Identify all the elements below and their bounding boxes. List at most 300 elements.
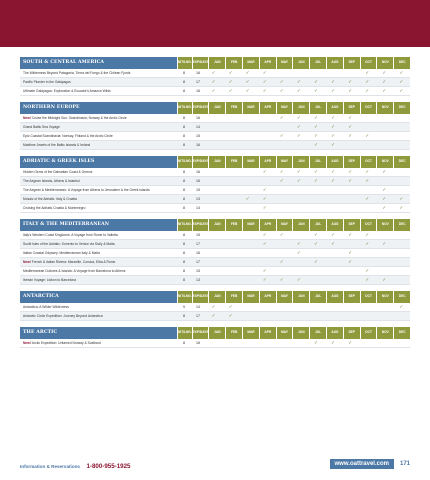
month-check-icon: ✓ — [382, 88, 387, 93]
column-header: OCT — [360, 219, 377, 231]
trip-title: Cruising the Adriatic Croatia & Montenegro — [23, 206, 86, 210]
column-header: NIT/LNG. — [177, 291, 192, 303]
month-check-icon: ✓ — [297, 241, 301, 246]
month-check-icon: ✓ — [314, 178, 318, 183]
month-check-icon: ✓ — [314, 232, 318, 237]
month-check-icon: ✓ — [297, 178, 301, 183]
section-header — [20, 102, 410, 114]
nights-value: 8 — [183, 116, 185, 120]
month-check-icon: ✓ — [331, 178, 336, 183]
trip-title: Antarctica: A Wilder Wilderness — [23, 305, 69, 309]
trip-name[interactable] — [20, 125, 177, 129]
column-header: DEC — [393, 219, 410, 231]
column-header: NIT/LNG. — [177, 102, 192, 114]
nights-value: 8 — [183, 125, 185, 129]
trip-name[interactable] — [20, 233, 177, 237]
month-check-icon: ✓ — [331, 88, 336, 93]
trip-title: Iberian Voyage: Lisbon to Barcelona — [23, 278, 76, 282]
month-check-icon: ✓ — [297, 277, 301, 282]
month-check-icon: ✓ — [314, 124, 318, 129]
month-check-icon: ✓ — [245, 70, 250, 75]
column-header: SEP — [343, 219, 360, 231]
days-value: 16 — [196, 116, 200, 120]
month-check-icon: ✓ — [314, 169, 318, 174]
month-check-icon: ✓ — [348, 232, 353, 237]
column-header: JAN — [208, 156, 225, 168]
section-header — [20, 156, 410, 168]
column-header: MAY — [276, 102, 293, 114]
section-title: THE ARCTIC — [20, 327, 177, 339]
new-badge: New! — [23, 260, 32, 264]
schedule-section — [20, 102, 410, 150]
month-check-icon: ✓ — [348, 124, 353, 129]
month-check-icon: ✓ — [262, 88, 267, 93]
days-value: 14 — [196, 206, 200, 210]
month-check-icon: ✓ — [262, 196, 267, 201]
trip-name[interactable] — [20, 278, 177, 282]
column-header: APR — [259, 291, 276, 303]
month-check-icon: ✓ — [331, 169, 336, 174]
column-header: MAY — [276, 156, 293, 168]
column-header: FEB — [225, 219, 242, 231]
trip-row[interactable] — [20, 141, 410, 150]
nights-value: 8 — [183, 341, 185, 345]
column-header: AUG — [326, 57, 343, 69]
column-header: SEP — [343, 291, 360, 303]
trip-name[interactable] — [20, 116, 177, 120]
trip-name[interactable] — [20, 80, 177, 84]
column-header: DEC — [393, 291, 410, 303]
month-check-icon: ✓ — [365, 178, 370, 183]
month-check-icon: ✓ — [297, 115, 301, 120]
month-check-icon: ✓ — [382, 187, 387, 192]
trip-title: The Aegean Islands, Athens & Istanbul — [23, 179, 80, 183]
month-check-icon: ✓ — [228, 79, 233, 84]
column-header: SEP — [343, 102, 360, 114]
nights-value: 8 — [183, 134, 185, 138]
days-value: 16 — [196, 170, 200, 174]
month-check-icon: ✓ — [365, 133, 370, 138]
column-header: FEB — [225, 102, 242, 114]
month-check-icon: ✓ — [314, 133, 318, 138]
month-check-icon: ✓ — [245, 88, 250, 93]
month-check-icon: ✓ — [279, 232, 284, 237]
month-check-icon: ✓ — [279, 79, 284, 84]
month-check-icon: ✓ — [228, 313, 233, 318]
month-check-icon: ✓ — [365, 196, 370, 201]
section-title: ADRIATIC & GREEK ISLES — [20, 156, 177, 168]
trip-name[interactable] — [20, 251, 177, 255]
month-check-icon: ✓ — [262, 277, 267, 282]
column-header: NIT/LNG. — [177, 156, 192, 168]
month-check-icon: ✓ — [399, 304, 404, 309]
column-header: JUN — [292, 57, 309, 69]
trip-title: Sunlit Isles of the Adriatic: Sorrento to Venice via Sicily & Malta — [23, 242, 115, 246]
trip-row[interactable] — [20, 177, 410, 186]
column-header: AUG — [326, 156, 343, 168]
month-check-icon: ✓ — [399, 196, 404, 201]
nights-value: 8 — [183, 89, 185, 93]
month-check-icon: ✓ — [297, 133, 301, 138]
trip-title: Cruise the Midnight Sun: Scandinavia, Norway & the Arctic Circle — [31, 116, 127, 120]
days-value: 16 — [196, 251, 200, 255]
column-header: OCT — [360, 156, 377, 168]
column-header: APR — [259, 102, 276, 114]
month-check-icon: ✓ — [382, 277, 387, 282]
trip-row[interactable] — [20, 87, 410, 96]
month-check-icon: ✓ — [348, 250, 353, 255]
month-check-icon: ✓ — [314, 115, 318, 120]
column-header: OCT — [360, 102, 377, 114]
column-header: EXP/DAYS — [192, 219, 209, 231]
month-check-icon: ✓ — [331, 79, 336, 84]
month-check-icon: ✓ — [211, 70, 216, 75]
trip-row[interactable] — [20, 114, 410, 123]
month-check-icon: ✓ — [399, 205, 404, 210]
month-check-icon: ✓ — [211, 304, 216, 309]
month-check-icon: ✓ — [399, 79, 404, 84]
days-value: 17 — [196, 80, 200, 84]
trip-name[interactable] — [20, 341, 177, 345]
trip-name[interactable] — [20, 197, 177, 201]
month-check-icon: ✓ — [348, 259, 353, 264]
nights-value: 8 — [183, 179, 185, 183]
column-header: MAR — [242, 156, 259, 168]
month-check-icon: ✓ — [382, 70, 387, 75]
footer-phone[interactable]: 1-800-955-1925 — [86, 463, 131, 470]
trip-row[interactable] — [20, 78, 410, 87]
section-title: NORTHERN EUROPE — [20, 102, 177, 114]
column-header: JUN — [292, 219, 309, 231]
trip-name[interactable] — [20, 269, 177, 273]
month-check-icon: ✓ — [228, 304, 233, 309]
month-check-icon: ✓ — [331, 142, 336, 147]
trip-row[interactable] — [20, 249, 410, 258]
month-check-icon: ✓ — [314, 79, 318, 84]
new-badge: New! — [23, 341, 32, 345]
month-check-icon: ✓ — [279, 178, 284, 183]
trip-title: Epic Coastal Scandinavia: Norway, Finland & the Arctic Circle — [23, 134, 113, 138]
month-check-icon: ✓ — [331, 124, 336, 129]
nights-value: 8 — [183, 242, 185, 246]
month-check-icon: ✓ — [297, 250, 301, 255]
column-header: EXP/DAYS — [192, 102, 209, 114]
month-check-icon: ✓ — [262, 268, 267, 273]
month-check-icon: ✓ — [365, 70, 370, 75]
trip-row[interactable] — [20, 231, 410, 240]
trip-row[interactable] — [20, 204, 410, 213]
column-header: JAN — [208, 327, 225, 339]
trip-title: Italy's Western Coast Kingdoms: A Voyage from Rome to Valletta — [23, 233, 118, 237]
trip-name[interactable] — [20, 89, 177, 93]
footer-url[interactable]: www.oattravel.com — [330, 459, 394, 469]
column-header: JUL — [309, 57, 326, 69]
schedule-section — [20, 57, 410, 96]
trip-title: Arctic Expedition: Untamed Norway & Svalbard — [31, 341, 101, 345]
month-check-icon: ✓ — [262, 169, 267, 174]
column-header: MAY — [276, 219, 293, 231]
column-header: JAN — [208, 219, 225, 231]
month-check-icon: ✓ — [262, 205, 267, 210]
month-check-icon: ✓ — [365, 277, 370, 282]
month-check-icon: ✓ — [211, 88, 216, 93]
page-number: 171 — [399, 461, 410, 467]
column-header: DEC — [393, 156, 410, 168]
month-check-icon: ✓ — [365, 268, 370, 273]
days-value: 14 — [196, 305, 200, 309]
days-value: 13 — [196, 197, 200, 201]
trip-title: Mosaic of the Adriatic: Italy & Croatia — [23, 197, 77, 201]
column-header: EXP/DAYS — [192, 291, 209, 303]
month-check-icon: ✓ — [382, 169, 387, 174]
days-value: 14 — [196, 125, 200, 129]
nights-value: 8 — [183, 314, 185, 318]
column-header: MAR — [242, 57, 259, 69]
column-header: MAY — [276, 327, 293, 339]
trip-name[interactable] — [20, 260, 177, 264]
nights-value: 8 — [183, 80, 185, 84]
days-value: 16 — [196, 179, 200, 183]
trip-row[interactable] — [20, 276, 410, 285]
column-header: MAR — [242, 327, 259, 339]
month-check-icon: ✓ — [348, 169, 353, 174]
nights-value: 8 — [183, 278, 185, 282]
column-header: JUN — [292, 327, 309, 339]
month-check-icon: ✓ — [228, 70, 233, 75]
column-header: JUL — [309, 102, 326, 114]
trip-name[interactable] — [20, 314, 177, 318]
nights-value: 8 — [183, 197, 185, 201]
column-header: OCT — [360, 291, 377, 303]
column-header: NIT/LNG. — [177, 327, 192, 339]
month-check-icon: ✓ — [399, 70, 404, 75]
month-check-icon: ✓ — [262, 241, 267, 246]
column-header: OCT — [360, 57, 377, 69]
month-check-icon: ✓ — [262, 70, 267, 75]
footer-label: Information & Reservations — [20, 464, 80, 469]
trip-name[interactable] — [20, 179, 177, 183]
nights-value: 8 — [183, 188, 185, 192]
section-title: SOUTH & CENTRAL AMERICA — [20, 57, 177, 69]
section-header — [20, 291, 410, 303]
column-header: AUG — [326, 102, 343, 114]
month-check-icon: ✓ — [262, 232, 267, 237]
column-header: JAN — [208, 291, 225, 303]
month-check-icon: ✓ — [314, 142, 318, 147]
section-title: ITALY & THE MEDITERRANEAN — [20, 219, 177, 231]
column-header: AUG — [326, 327, 343, 339]
column-header: MAY — [276, 291, 293, 303]
month-check-icon: ✓ — [245, 79, 250, 84]
trip-row[interactable] — [20, 312, 410, 321]
column-header: DEC — [393, 102, 410, 114]
nights-value: 8 — [183, 269, 185, 273]
trip-title: Mediterranean Cultures & Islands: A Voyage from Barcelona to Athens — [23, 269, 126, 273]
column-header: SEP — [343, 156, 360, 168]
month-check-icon: ✓ — [279, 133, 284, 138]
column-header: FEB — [225, 327, 242, 339]
trip-title: The Wilderness Beyond Patagonia, Tierra del Fuego & the Chilean Fjords — [23, 71, 131, 75]
column-header: NIT/LNG. — [177, 57, 192, 69]
days-value: 17 — [196, 314, 200, 318]
month-check-icon: ✓ — [279, 88, 284, 93]
column-header: NOV — [376, 102, 393, 114]
month-check-icon: ✓ — [279, 169, 284, 174]
trip-schedule-tables — [20, 57, 410, 354]
trip-row[interactable] — [20, 132, 410, 141]
footer-right — [330, 459, 410, 469]
trip-row[interactable] — [20, 123, 410, 132]
trip-row[interactable] — [20, 303, 410, 312]
month-check-icon: ✓ — [279, 115, 284, 120]
days-value: 16 — [196, 143, 200, 147]
column-header: MAR — [242, 102, 259, 114]
new-badge: New! — [23, 116, 32, 120]
month-check-icon: ✓ — [211, 79, 216, 84]
days-value: 16 — [196, 341, 200, 345]
column-header: APR — [259, 156, 276, 168]
column-header: EXP/DAYS — [192, 57, 209, 69]
column-header: MAR — [242, 291, 259, 303]
column-header: APR — [259, 219, 276, 231]
column-header: FEB — [225, 291, 242, 303]
column-header: EXP/DAYS — [192, 156, 209, 168]
month-check-icon: ✓ — [331, 232, 336, 237]
month-check-icon: ✓ — [365, 169, 370, 174]
column-header: JUN — [292, 291, 309, 303]
days-value: 16 — [196, 71, 200, 75]
column-header: JUN — [292, 102, 309, 114]
days-value: 15 — [196, 134, 200, 138]
column-header: DEC — [393, 327, 410, 339]
month-check-icon: ✓ — [348, 115, 353, 120]
column-header: MAY — [276, 57, 293, 69]
days-value: 15 — [196, 188, 200, 192]
month-check-icon: ✓ — [331, 241, 336, 246]
schedule-section — [20, 219, 410, 285]
column-header: NOV — [376, 327, 393, 339]
column-header: NOV — [376, 291, 393, 303]
month-check-icon: ✓ — [279, 277, 284, 282]
column-header: APR — [259, 57, 276, 69]
column-header: AUG — [326, 291, 343, 303]
month-check-icon: ✓ — [348, 88, 353, 93]
column-header: NOV — [376, 219, 393, 231]
days-value: 13 — [196, 278, 200, 282]
month-check-icon: ✓ — [382, 241, 387, 246]
trip-row[interactable] — [20, 186, 410, 195]
month-check-icon: ✓ — [314, 88, 318, 93]
month-check-icon: ✓ — [297, 169, 301, 174]
footer-contact — [20, 455, 131, 473]
trip-title: Hidden Gems of the Dalmatian Coast & Greece — [23, 170, 93, 174]
column-header: JUL — [309, 327, 326, 339]
trip-title: Grand Baltic Sea Voyage — [23, 125, 60, 129]
month-check-icon: ✓ — [211, 313, 216, 318]
trip-row[interactable] — [20, 240, 410, 249]
days-value: 17 — [196, 242, 200, 246]
column-header: OCT — [360, 327, 377, 339]
trip-title: Maritime Jewels of the Baltic Islands & Ireland — [23, 143, 91, 147]
month-check-icon: ✓ — [297, 88, 301, 93]
days-value: 17 — [196, 260, 200, 264]
trip-title: Antarctic Circle Expedition: Journey Beyond Antarctica — [23, 314, 103, 318]
trip-title: Ultimate Galápagos: Exploration & Ecuador's Amazon Wilds — [23, 89, 111, 93]
trip-name[interactable] — [20, 71, 177, 75]
trip-title: The Aegean & Mediterranean: A Voyage from Athens to Jerusalem & the Greek Islands — [23, 188, 150, 192]
column-header: JUN — [292, 156, 309, 168]
month-check-icon: ✓ — [314, 340, 318, 345]
trip-title: Italian Coastal Odyssey: Mediterranean Italy & Malta — [23, 251, 100, 255]
trip-row[interactable] — [20, 258, 410, 267]
days-value: 15 — [196, 269, 200, 273]
nights-value: 9 — [183, 305, 185, 309]
trip-name[interactable] — [20, 143, 177, 147]
month-check-icon: ✓ — [262, 187, 267, 192]
trip-name[interactable] — [20, 170, 177, 174]
column-header: DEC — [393, 57, 410, 69]
month-check-icon: ✓ — [399, 88, 404, 93]
column-header: JUL — [309, 156, 326, 168]
column-header: JUL — [309, 219, 326, 231]
month-check-icon: ✓ — [228, 88, 233, 93]
column-header: EXP/DAYS — [192, 327, 209, 339]
month-check-icon: ✓ — [314, 241, 318, 246]
month-check-icon: ✓ — [262, 79, 267, 84]
month-check-icon: ✓ — [382, 79, 387, 84]
month-check-icon: ✓ — [365, 79, 370, 84]
month-check-icon: ✓ — [297, 79, 301, 84]
month-check-icon: ✓ — [331, 133, 336, 138]
column-header: MAR — [242, 219, 259, 231]
trip-row[interactable] — [20, 267, 410, 276]
trip-row[interactable] — [20, 339, 410, 348]
schedule-section — [20, 327, 410, 348]
month-check-icon: ✓ — [365, 232, 370, 237]
column-header: FEB — [225, 156, 242, 168]
month-check-icon: ✓ — [279, 259, 284, 264]
trip-row[interactable] — [20, 69, 410, 78]
trip-name[interactable] — [20, 242, 177, 246]
section-header — [20, 327, 410, 339]
month-check-icon: ✓ — [348, 178, 353, 183]
trip-name[interactable] — [20, 305, 177, 309]
column-header: SEP — [343, 327, 360, 339]
column-header: AUG — [326, 219, 343, 231]
trip-row[interactable] — [20, 195, 410, 204]
trip-name[interactable] — [20, 134, 177, 138]
section-title: ANTARCTICA — [20, 291, 177, 303]
nights-value: 8 — [183, 170, 185, 174]
nights-value: 8 — [183, 71, 185, 75]
schedule-section — [20, 156, 410, 213]
days-value: 16 — [196, 89, 200, 93]
trip-name[interactable] — [20, 206, 177, 210]
trip-name[interactable] — [20, 188, 177, 192]
column-header: NIT/LNG. — [177, 219, 192, 231]
nights-value: 8 — [183, 251, 185, 255]
nights-value: 8 — [183, 206, 185, 210]
days-value: 15 — [196, 233, 200, 237]
month-check-icon: ✓ — [297, 124, 301, 129]
column-header: SEP — [343, 57, 360, 69]
month-check-icon: ✓ — [382, 196, 387, 201]
month-check-icon: ✓ — [365, 88, 370, 93]
month-check-icon: ✓ — [331, 340, 336, 345]
trip-row[interactable] — [20, 168, 410, 177]
section-header — [20, 219, 410, 231]
month-check-icon: ✓ — [365, 241, 370, 246]
